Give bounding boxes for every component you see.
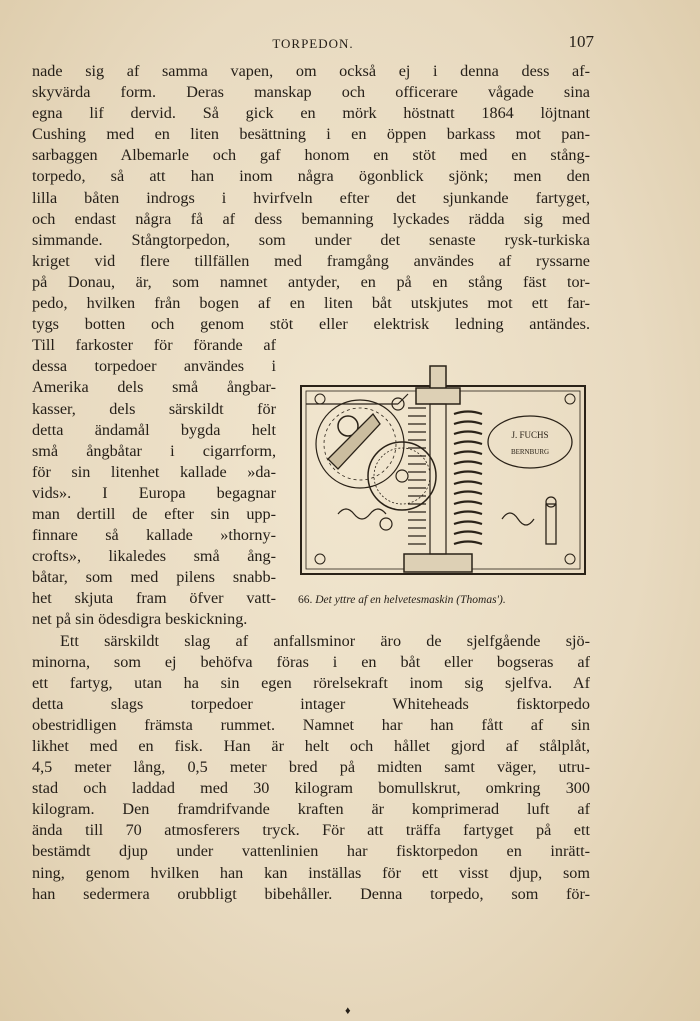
text-line: och endast några få af dess bemanning lyckades rädda sig med bbox=[32, 209, 590, 228]
text-line: skyvärda form. Deras manskap och officerare vågade sina bbox=[32, 83, 590, 102]
figure-number: 66. bbox=[298, 594, 313, 606]
text-line: vids». I Europa begagnar bbox=[32, 483, 276, 502]
text-line: Cushing med en liten besättning i en öppen barkass mot pan- bbox=[32, 125, 590, 144]
infernal-machine-illustration bbox=[298, 364, 588, 579]
text-line: crofts», likaledes små ång- bbox=[32, 547, 276, 566]
maker-plate-text: J. FUCHS bbox=[511, 430, 549, 440]
svg-text:BERNBURG: BERNBURG bbox=[510, 448, 550, 456]
text-line: bestämdt djup under vattenlinien har fisktorpedon en inrätt- bbox=[32, 842, 590, 861]
page-number: 107 bbox=[568, 32, 594, 51]
text-line: net på sin ödesdigra beskickning. bbox=[32, 610, 248, 629]
text-line: nade sig af samma vapen, om också ej i denna dess af- bbox=[32, 62, 590, 80]
text-line: lilla båten indrogs i hvirfveln efter det sjunkande fartyget, bbox=[32, 188, 590, 207]
text-line: egna lif dervid. Så gick en mörk höstnatt 1864 löjtnant bbox=[32, 104, 590, 123]
text-line: han sedermera orubbligt bibehåller. Denna torpedo, som för- bbox=[32, 884, 590, 903]
text-line: finnare så kallade »thorny- bbox=[32, 526, 276, 545]
text-line: detta ändamål bygda helt bbox=[32, 420, 276, 439]
text-line: man dertill de efter sin upp- bbox=[32, 504, 276, 523]
text-line: kriget vid flere tillfällen med framgång användes af ryssarne bbox=[32, 251, 590, 270]
text-line: ning, genom hvilken han kan inställas för ett visst djup, som bbox=[32, 863, 590, 882]
text-line: Ett särskildt slag af anfallsminor äro de sjelfgående sjö- bbox=[60, 631, 590, 650]
text-line: tygs botten och genom stöt eller elektrisk ledning antändes. bbox=[32, 315, 590, 334]
figure-caption bbox=[298, 594, 592, 606]
text-line: obestridligen främsta rummet. Namnet har han fått af sin bbox=[32, 715, 590, 734]
text-line: pedo, hvilken från bogen af en liten båt utskjutes mot ett far- bbox=[32, 294, 590, 313]
text-line: kilogram. Den framdrifvande kraften är komprimerad luft af bbox=[32, 800, 590, 819]
text-line: ända till 70 atmosferers tryck. För att träffa fartyget på ett bbox=[32, 821, 590, 840]
text-line: sarbaggen Albemarle och gaf honom en stöt med en stång- bbox=[32, 146, 590, 165]
text-line: stad och laddad med 30 kilogram bomullskrut, omkring 300 bbox=[32, 779, 590, 798]
text-line: små ångbåtar i cigarrform, bbox=[32, 441, 276, 460]
text-line: minorna, som ej behöfva föras i en båt eller bogseras af bbox=[32, 652, 590, 671]
figure-caption-text: Det yttre af en helvetesmaskin (Thomas'). bbox=[315, 594, 506, 606]
text-line: båtar, som med pilens snabb- bbox=[32, 568, 276, 587]
text-line: ett fartyg, utan ha sin egen rörelsekraft inom sig sjelfva. Af bbox=[32, 673, 590, 692]
text-line: detta slags torpedoer intager Whiteheads fisktorpedo bbox=[32, 694, 590, 713]
running-head: TORPEDON. bbox=[272, 36, 354, 51]
text-line: 4,5 meter lång, 0,5 meter bred på midten samt väger, utru- bbox=[32, 758, 590, 777]
text-line: för sin litenhet kallade »da- bbox=[32, 462, 276, 481]
text-line: simmande. Stångtorpedon, som under det senaste rysk-turkiska bbox=[32, 230, 590, 249]
figure-66 bbox=[298, 364, 592, 606]
text-line: torpedo, så att han inom några ögonblick sjönk; men den bbox=[32, 167, 590, 186]
text-line: het skjuta fram öfver vatt- bbox=[32, 589, 276, 608]
text-line: kasser, dels särskildt för bbox=[32, 399, 276, 418]
printer-mark: ♦ bbox=[345, 1005, 351, 1017]
page-header bbox=[32, 32, 594, 52]
text-line: Amerika dels små ångbar- bbox=[32, 378, 276, 397]
text-line: dessa torpedoer användes i bbox=[32, 357, 276, 376]
text-line: Till farkoster för förande af bbox=[32, 336, 276, 355]
text-line: på Donau, är, som namnet antyder, en på en stång fäst tor- bbox=[32, 272, 590, 291]
text-line: likhet med en fisk. Han är helt och hållet gjord af stålplåt, bbox=[32, 737, 590, 755]
